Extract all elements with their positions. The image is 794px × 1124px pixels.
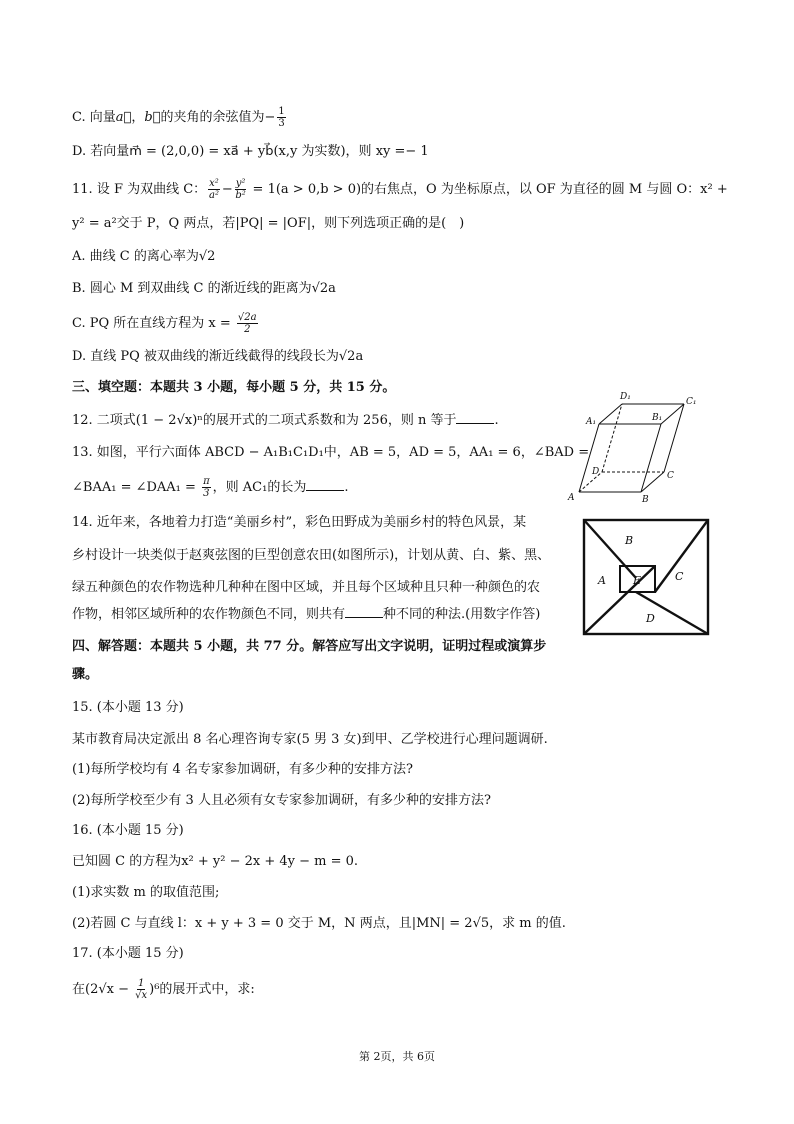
region-C: C xyxy=(675,570,684,583)
label-B: B xyxy=(642,495,649,505)
region-B: B xyxy=(625,534,634,547)
section-3-heading: 三、填空题：本题共 3 小题，每小题 5 分，共 15 分。 xyxy=(72,380,396,395)
q17-post: )⁶的展开式中，求: xyxy=(149,982,255,997)
q10-option-c xyxy=(72,106,288,129)
section-4-heading-line1: 四、解答题：本题共 5 小题，共 77 分。解答应写出文字说明，证明过程或演算步 xyxy=(72,639,547,654)
label-D1: D₁ xyxy=(620,392,631,402)
zhao-shuang-diagram xyxy=(582,518,710,636)
q17-body xyxy=(72,978,255,1001)
page-footer: 第 2页，共 6页 xyxy=(359,1050,435,1063)
q11-c-pre: C. PQ 所在直线方程为 x = xyxy=(72,316,235,331)
answer-blank xyxy=(456,411,494,424)
label-A: A xyxy=(568,493,575,503)
q11-line1-a: 11. 设 F 为双曲线 C： xyxy=(72,182,207,197)
vector-a: a⃗ xyxy=(115,110,132,125)
answer-blank xyxy=(306,478,344,491)
q10c-post: 的夹角的余弦值为− xyxy=(160,110,276,125)
frac-pi-3: $\frac{\pi}{3}$ xyxy=(203,476,210,499)
q11-option-c xyxy=(72,312,260,335)
section-4-heading-line2: 骤。 xyxy=(72,667,99,682)
q10-option-d: D. 若向量m⃗ = (2,0,0) = xa⃗ + yb⃗(x,y 为实数)，则 xy =− 1 xyxy=(72,144,429,159)
q14-line4 xyxy=(72,605,540,625)
q13-end: . xyxy=(344,480,349,495)
answer-blank xyxy=(345,605,383,618)
q14-line4-post: 种不同的种法.(用数字作答) xyxy=(383,607,541,622)
fraction-one-third xyxy=(277,106,285,129)
q11-option-b: B. 圆心 M 到双曲线 C 的渐近线的距离为√2a xyxy=(72,281,336,296)
q13-line2-post: ，则 AC₁的长为 xyxy=(212,480,307,495)
q16-heading: 16. (本小题 15 分) xyxy=(72,823,184,838)
q15-body: 某市教育局决定派出 8 名心理咨询专家(5 男 3 女)到甲、乙学校进行心理问题调研. xyxy=(72,732,548,747)
frac-sqrt2a-2: $\frac{√2a}{2}$ xyxy=(237,312,257,335)
q11-option-a: A. 曲线 C 的离心率为√2 xyxy=(72,249,216,264)
q14-line3: 绿五种颜色的农作物选种几种种在图中区域，并且每个区域种且只种一种颜色的农 xyxy=(72,580,541,595)
q10c-mid: ， xyxy=(131,110,145,125)
q15-heading: 15. (本小题 13 分) xyxy=(72,700,184,715)
q12 xyxy=(72,411,499,431)
q10c-pre: C. 向量 xyxy=(72,110,116,125)
q14-line1: 14. 近年来，各地着力打造“美丽乡村”，彩色田野成为美丽乡村的特色风景，某 xyxy=(72,515,527,530)
label-B1: B₁ xyxy=(652,413,663,423)
region-E: E xyxy=(633,574,642,587)
label-A1: A₁ xyxy=(586,417,597,427)
q11-line1: 11. 设 F 为双曲线 C： $\frac{\text{x²}}{\text{a²}}$ − $\frac{\text{y²}}{\text{b²}}$ = 1(a > 0,b > 0)的右焦点，O 为坐标原点，以 OF 为直径的圆 M 与圆 O：x² + xyxy=(72,178,728,201)
q13-line1: 13. 如图，平行六面体 ABCD − A₁B₁C₁D₁中，AB = 5，AD = 5，AA₁ = 6，∠BAD = xyxy=(72,445,590,460)
q16-part1: (1)求实数 m 的取值范围; xyxy=(72,885,220,900)
q13-line2 xyxy=(72,476,348,499)
q14-line2: 乡村设计一块类似于赵爽弦图的巨型创意农田(如图所示)，计划从黄、白、紫、黑、 xyxy=(72,548,551,563)
vector-b: b⃗ xyxy=(144,110,161,125)
frac-num: 1 xyxy=(278,106,285,117)
q14-line4-pre: 作物，相邻区域所种的农作物颜色不同，则共有 xyxy=(72,607,346,622)
parallelepiped-figure xyxy=(566,388,706,506)
q11-line1-b: = 1(a > 0,b > 0)的右焦点，O 为坐标原点，以 OF 为直径的圆 M 与圆 O：x² + xyxy=(248,182,728,197)
region-A: A xyxy=(598,574,606,587)
frac-x2-a2: $\frac{\text{x²}}{\text{a²}}$ xyxy=(209,178,219,201)
q12-post: . xyxy=(494,413,499,428)
q17-heading: 17. (本小题 15 分) xyxy=(72,946,184,961)
q11-option-d: D. 直线 PQ 被双曲线的渐近线截得的线段长为√2a xyxy=(72,349,364,364)
q16-body: 已知圆 C 的方程为x² + y² − 2x + 4y − m = 0. xyxy=(72,854,359,869)
frac-den: 3 xyxy=(278,118,285,129)
q17-pre: 在(2√x − xyxy=(72,982,134,997)
q15-part1: (1)每所学校均有 4 名专家参加调研，有多少种的安排方法? xyxy=(72,762,413,777)
label-C1: C₁ xyxy=(686,397,697,407)
frac-1-sqrtx: $\frac{1}{√x}$ xyxy=(135,978,148,1001)
label-C: C xyxy=(667,471,674,481)
label-D: D xyxy=(592,467,600,477)
q12-pre: 12. 二项式(1 − 2√x)ⁿ的展开式的二项式系数和为 256，则 n 等于 xyxy=(72,413,457,428)
q15-part2: (2)每所学校至少有 3 人且必须有女专家参加调研，有多少种的安排方法? xyxy=(72,793,491,808)
region-D: D xyxy=(646,612,655,625)
q13-line2-pre: ∠BAA₁ = ∠DAA₁ = xyxy=(72,480,201,495)
frac-y2-b2: $\frac{\text{y²}}{\text{b²}}$ xyxy=(235,178,246,201)
q16-part2: (2)若圆 C 与直线 l：x + y + 3 = 0 交于 M，N 两点，且|MN| = 2√5，求 m 的值. xyxy=(72,916,566,931)
q11-line2: y² = a²交于 P，Q 两点，若|PQ| = |OF|，则下列选项正确的是( ) xyxy=(72,216,465,231)
